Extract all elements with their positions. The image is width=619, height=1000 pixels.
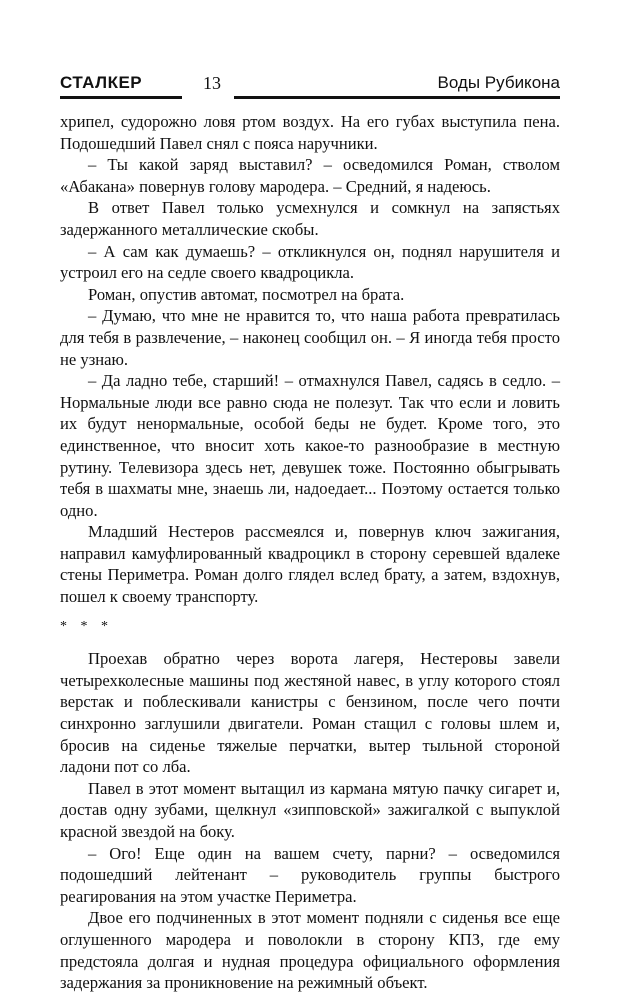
paragraph: Роман, опустив автомат, посмотрел на брата.	[88, 284, 405, 304]
header-rule-right	[234, 96, 560, 99]
book-title: Воды Рубикона	[437, 73, 560, 92]
paragraph: – Думаю, что мне не нравится то, что наша работа превратилась для тебя в развлечение, – наконец сообщил он. – Я иногда тебя просто не узнаю.	[60, 306, 560, 369]
header-rule-left	[60, 96, 182, 99]
paragraph: хрипел, судорожно ловя ртом воздух. На его губах выступила пена. Подошедший Павел снял с пояса наручники.	[60, 112, 560, 153]
paragraph: Двое его подчиненных в этот момент подняли с сиденья все еще оглушенного мародера и поволокли в сторону КПЗ, где ему предстояла долгая и нудная процедура официального оформления задержания за проникновение на режимный объект.	[60, 908, 560, 993]
running-header	[60, 73, 560, 103]
paragraph: – Ого! Еще один на вашем счету, парни? – осведомился подошедший лейтенант – руководитель группы быстрого реагирования на этом участке Периметра.	[60, 843, 560, 906]
paragraph: Проехав обратно через ворота лагеря, Нестеровы завели четырехколесные машины под жестяной навес, в углу которого стоял верстак и поблескивали канистры с бензином, после чего почти синхронно заглушили двигатели. Роман стащил с головы шлем и, бросив на сиденье тяжелые перчатки, вытер тыльной стороной ладони пот со лба.	[60, 649, 560, 777]
paragraph: – Да ладно тебе, старший! – отмахнулся Павел, садясь в седло. – Нормальные люди все равно сюда не полезут. Так что если и ловить их будут ненормальные, особой беды не будет. Кроме того, это единственное, что вносит хоть какое-то разнообразие в местную рутину. Телевизора здесь нет, девушек тоже. Постоянно обыгрывать тебя в шахматы мне, знаешь ли, надоедает... Поэтому остается только одно.	[60, 371, 560, 520]
paragraph: В ответ Павел только усмехнулся и сомкнул на запястьях задержанного металлические скобы.	[60, 198, 560, 239]
body-text	[60, 111, 560, 994]
page-number: 13	[203, 73, 221, 93]
series-name: СТАЛКЕР	[60, 73, 143, 92]
paragraph: – Ты какой заряд выставил? – осведомился Роман, стволом «Абакана» повернув голову мародера. – Средний, я надеюсь.	[60, 155, 560, 196]
paragraph: – А сам как думаешь? – откликнулся он, поднял нарушителя и устроил его на седле своего квадроцикла.	[60, 241, 560, 283]
paragraph: Павел в этот момент вытащил из кармана мятую пачку сигарет и, достав одну зубами, щелкнул «зипповской» зажигалкой с выпуклой красной звездой на боку.	[60, 778, 560, 841]
paragraph: Младший Нестеров рассмеялся и, повернув ключ зажигания, направил камуфлированный квадроцикл в сторону серевшей вдалеке стены Периметра. Роман долго глядел вслед брату, а затем, вздохнув, пошел к своему транспорту.	[60, 522, 560, 607]
section-separator: * * *	[60, 618, 113, 634]
